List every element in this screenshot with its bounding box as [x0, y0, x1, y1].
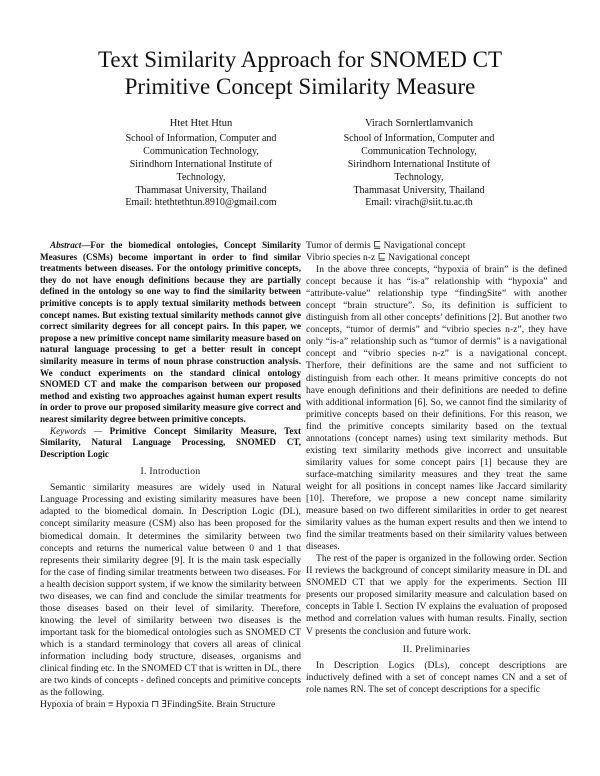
keywords-text: Primitive Concept Similarity Measure, Text Similarity, Natural Language Processing, SNOMED CT, Description Logic	[40, 425, 301, 459]
author-affiliation-line: Thammasat University, Thailand	[353, 184, 485, 196]
right-column	[306, 240, 567, 696]
section-heading-introduction: I. Introduction	[140, 466, 201, 478]
section-heading-preliminaries: II. Preliminaries	[402, 643, 471, 655]
author-block-2	[294, 118, 544, 210]
abstract	[40, 240, 301, 426]
author-affiliation-line: Thammasat University, Thailand	[135, 184, 267, 196]
body-paragraph: In Description Logics (DLs), concept descriptions are inductively defined with a set of concept names CN and a set of role names RN. The set of concept descriptions for a specific	[306, 659, 567, 695]
author-affiliation-line: School of Information, Computer and	[125, 132, 277, 144]
author-name: Htet Htet Htun	[169, 118, 233, 129]
title-line-2: Primitive Concept Similarity Measure	[124, 74, 476, 99]
paper-title	[40, 46, 560, 100]
abstract-label: Abstract	[50, 240, 82, 250]
author-affiliation-line: Communication Technology,	[143, 145, 259, 157]
author-email: Email: htethtethtun.8910@gmail.com	[125, 197, 277, 209]
title-line-1: Text Similarity Approach for SNOMED CT	[97, 47, 503, 72]
keywords-label: Keywords —	[50, 425, 102, 436]
author-affiliation-line: Sirindhorn International Institute of	[347, 158, 491, 170]
formula-primitive-concept-1: Tumor of dermis ⊑ Navigational concept	[306, 240, 466, 251]
left-column	[40, 240, 301, 711]
author-affiliation-line: Technology,	[176, 171, 226, 183]
author-affiliation-line: School of Information, Computer and	[343, 132, 495, 144]
author-email: Email: virach@siit.tu.ac.th	[365, 197, 473, 209]
body-paragraph: In the above three concepts, “hypoxia of brain” is the defined concept because it has “is-a” relationship with “hypoxia” and “attribute-value” relationship type “findingSite” with another concept “brain structure”. So, its definition is sufficient to distinguish from all other concepts’ definitions [2]. But another two concepts, “tumor of dermis” and “vibrio species n-z”, they have only “is-a” relationship such as “tumor of dermis” is a navigational concept and “vibrio species n-z” is a navigational concept. Therfore, their definitions are the same and not sufficient to distinguish from each other. It means primitive concepts do not have enough definitions and their definitions are needed to define with additional information [6]. So, we cannot find the similarity of primitive concepts based on their definitions. For this reason, we find the primitive concepts similarity based on the textual annotations (concept names) using text similarity methods. But existing text similarity methods give incorrect and unsuitable similarity values for some concept pairs [1] because they are surface-matching similarity measures and they treat the same weight for all positions in concept names like Jaccard similarity [10]. Therefore, we propose a new concept name similarity measure based on two different similarities in order to get nearest similarity values as the human expert results and then we intend to find the similar treatments based on their similarity values between diseases.	[306, 264, 567, 553]
abstract-text: —For the biomedical ontologies, Concept Similarity Measures (CSMs) become important in order to find similar treatments between diseases. For the ontology primitive concepts, they do not have enough definitions because they are partially defined in the ontology so one way to find the similarity between primitive concepts is to apply textual similarity methods between concept names. But existing textual similarity methods cannot give correct similarity degrees for all concept pairs. In this paper, we propose a new primitive concept name similarity measure based on natural language processing to get a better result in concept similarity measure in terms of noun phrase construction analysis. We conduct experiments on the standard clinical ontology SNOMED CT and make the comparison between our proposed method and existing two approaches against human expert results in order to prove our proposed similarity measure give correct and nearest similarity degree between primitive concepts.	[40, 240, 301, 424]
author-block-1	[76, 118, 326, 210]
formula-primitive-concept-2: Vibrio species n-z ⊑ Navigational concept	[306, 252, 470, 264]
keywords	[40, 426, 301, 461]
author-affiliation-line: Sirindhorn International Institute of	[129, 158, 273, 170]
intro-paragraph: Semantic similarity measures are widely used in Natural Language Processing and existing similarity measures have been adapted to the biomedical domain. In Description Logic (DL), concept similarity measure (CSM) also has been proposed for the biomedical domain. It determines the similarity between two concepts and returns the numerical value between 0 and 1 that represents their similarity degree [9]. It is the main task especially for the case of finding similar treatments between two diseases. For a health decision support system, if we know the similarity between two diseases, we can find and conclude the similar treatments for those diseases based on their level of similarity. Therefore, knowing the level of similarity between two diseases is the important task for the biomedical ontologies such as SNOMED CT which is a standard terminology that covers all areas of clinical information including body structure, diseases, organisms and clinical finding etc. In the SNOMED CT that is written in DL, there are two kinds of concepts - defined concepts and primitive concepts as the following.	[40, 482, 301, 699]
author-affiliation-line: Communication Technology,	[361, 145, 477, 157]
author-name: Virach Sornlertlamvanich	[364, 118, 474, 129]
formula-defined-concept: Hypoxia of brain ≡ Hypoxia ⊓ ∃FindingSite. Brain Structure	[40, 699, 276, 711]
body-paragraph: The rest of the paper is organized in the following order. Section II reviews the background of concept similarity measure in DL and SNOMED CT that we apply for the experiments. Section III presents our proposed similarity measure and calculation based on concepts in Table I. Section IV explains the evaluation of proposed method and correlation values with human results. Finally, section V presents the conclusion and future work.	[306, 553, 567, 637]
author-affiliation-line: Technology,	[394, 171, 444, 183]
